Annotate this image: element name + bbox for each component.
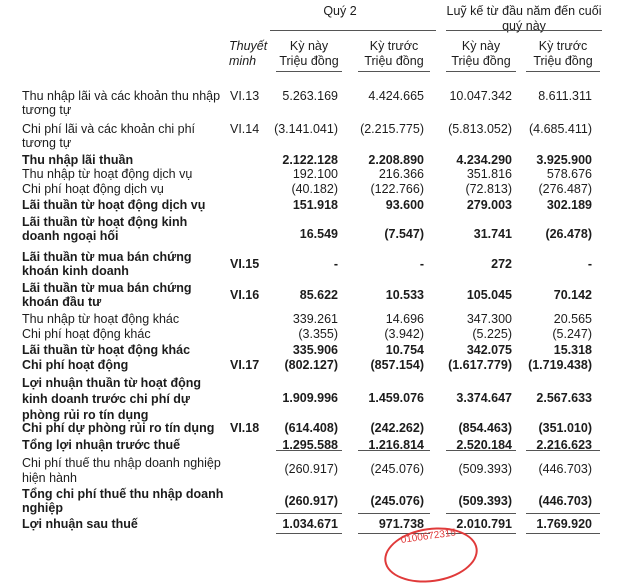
seal-text: 0100672315 <box>400 527 457 546</box>
cell-ytd-prev: 2.216.623 <box>536 438 592 452</box>
row-label: Chi phí hoạt động dịch vụ <box>22 182 164 196</box>
rule-ytd <box>446 30 602 31</box>
col-header-prev: Kỳ trước <box>538 39 588 53</box>
cell-ytd-this: 272 <box>491 257 512 271</box>
cell-quarter-prev: (242.262) <box>370 421 424 435</box>
rule-total-col4 <box>526 533 600 534</box>
cell-quarter-this: (614.408) <box>284 421 338 435</box>
row-label: Lợi nhuận thuần từ hoạt động kinh doanh trước chi phí dự phòng rủi ro tín dụng <box>22 376 202 422</box>
cell-quarter-this: (260.917) <box>284 494 338 508</box>
rule-total-col1 <box>276 533 342 534</box>
cell-quarter-prev: (245.076) <box>370 462 424 476</box>
cell-quarter-this: (802.127) <box>284 358 338 372</box>
cell-quarter-prev: (857.154) <box>370 358 424 372</box>
row-note: VI.15 <box>230 257 260 271</box>
cell-ytd-prev: 20.565 <box>553 312 592 326</box>
col-header-prev: Kỳ trước <box>369 39 419 53</box>
cell-quarter-prev: (7.547) <box>384 227 424 241</box>
row-label: Thu nhập từ hoạt động dịch vụ <box>22 167 193 181</box>
row-label: Thu nhập lãi và các khoản thu nhập tương tự <box>22 89 221 117</box>
cell-ytd-prev: (4.685.411) <box>528 122 592 136</box>
rule-col3 <box>446 71 516 72</box>
col-header-unit: Triệu đồng <box>451 54 511 68</box>
cell-ytd-prev: - <box>587 257 592 271</box>
cell-quarter-this: - <box>333 257 338 271</box>
cell-quarter-prev: 2.208.890 <box>368 153 424 167</box>
rule-col2 <box>358 71 430 72</box>
row-label: Chi phí hoạt động khác <box>22 327 151 341</box>
cell-ytd-prev: (5.247) <box>552 327 592 341</box>
company-seal <box>381 522 482 588</box>
col-header-unit: Triệu đồng <box>364 54 424 68</box>
cell-quarter-this: 16.549 <box>299 227 338 241</box>
cell-ytd-prev: 1.769.920 <box>536 517 592 531</box>
col-header-this: Kỳ này <box>461 39 501 53</box>
column-header-quarter-prev <box>358 39 430 69</box>
cell-ytd-this: (509.393) <box>458 494 512 508</box>
cell-ytd-prev: 70.142 <box>553 288 592 302</box>
column-header-ytd-prev <box>526 39 600 69</box>
cell-ytd-prev: (1.719.438) <box>528 358 592 372</box>
cell-ytd-prev: (26.478) <box>545 227 592 241</box>
rule-subtotal-col4 <box>526 450 600 451</box>
cell-ytd-this: (5.813.052) <box>448 122 512 136</box>
cell-ytd-prev: (446.703) <box>538 494 592 508</box>
cell-quarter-this: 5.263.169 <box>282 89 338 103</box>
cell-ytd-prev: 578.676 <box>546 167 592 181</box>
cell-quarter-prev: 4.424.665 <box>368 89 424 103</box>
cell-ytd-this: 4.234.290 <box>456 153 512 167</box>
cell-quarter-prev: 93.600 <box>385 198 424 212</box>
cell-ytd-this: 31.741 <box>473 227 512 241</box>
row-label: Lãi thuần từ hoạt động kinh doanh ngoại hối <box>22 215 188 243</box>
row-label: Lãi thuần từ hoạt động dịch vụ <box>22 198 206 212</box>
cell-quarter-this: (40.182) <box>291 182 338 196</box>
cell-quarter-this: 335.906 <box>292 343 338 357</box>
row-label: Tổng lợi nhuận trước thuế <box>22 438 181 452</box>
rule-tax-col3 <box>446 513 516 514</box>
cell-ytd-this: 2.010.791 <box>456 517 512 531</box>
cell-ytd-prev: 2.567.633 <box>536 391 592 405</box>
cell-quarter-prev: 1.459.076 <box>368 391 424 405</box>
rule-col4 <box>526 71 600 72</box>
cell-ytd-this: 3.374.647 <box>456 391 512 405</box>
cell-quarter-prev: 14.696 <box>385 312 424 326</box>
group-header-quarter: Quý 2 <box>323 4 357 18</box>
row-label: Lãi thuần từ hoạt động khác <box>22 343 191 357</box>
rule-tax-col4 <box>526 513 600 514</box>
cell-quarter-this: (3.355) <box>298 327 338 341</box>
cell-ytd-this: (854.463) <box>458 421 512 435</box>
rule-tax-col2 <box>358 513 430 514</box>
row-label: Thu nhập lãi thuần <box>22 153 134 167</box>
cell-quarter-prev: (122.766) <box>370 182 424 196</box>
row-label: Chi phí thuế thu nhập doanh nghiệp hiện hành <box>22 456 221 485</box>
cell-quarter-prev: 216.366 <box>378 167 424 181</box>
row-note: VI.18 <box>230 421 260 435</box>
cell-ytd-this: 2.520.184 <box>456 438 512 452</box>
rule-subtotal-col3 <box>446 450 516 451</box>
cell-ytd-this: 279.003 <box>466 198 512 212</box>
cell-quarter-prev: 1.216.814 <box>368 438 424 452</box>
cell-quarter-this: 1.909.996 <box>282 391 338 405</box>
cell-quarter-this: 192.100 <box>292 167 338 181</box>
cell-ytd-this: 105.045 <box>466 288 512 302</box>
rule-quarter <box>270 30 436 31</box>
cell-quarter-prev: (245.076) <box>370 494 424 508</box>
cell-quarter-this: 1.295.588 <box>282 438 338 452</box>
cell-ytd-this: (5.225) <box>472 327 512 341</box>
cell-quarter-this: (260.917) <box>284 462 338 476</box>
cell-ytd-prev: 3.925.900 <box>536 153 592 167</box>
cell-quarter-this: 2.122.128 <box>282 153 338 167</box>
cell-ytd-this: 351.816 <box>466 167 512 181</box>
cell-quarter-this: 151.918 <box>292 198 338 212</box>
rule-col1 <box>276 71 342 72</box>
cell-ytd-this: 342.075 <box>466 343 512 357</box>
row-label: Lợi nhuận sau thuế <box>22 517 138 531</box>
row-label: Chi phí lãi và các khoản chi phí tương tự <box>22 122 196 150</box>
note-header-line2: minh <box>229 54 257 68</box>
cell-ytd-prev: 15.318 <box>553 343 592 357</box>
cell-ytd-prev: 302.189 <box>546 198 592 212</box>
col-header-this: Kỳ này <box>289 39 329 53</box>
cell-quarter-prev: (2.215.775) <box>360 122 424 136</box>
row-label: Lãi thuần từ mua bán chứng khoán kinh doanh <box>22 250 192 278</box>
row-note: VI.17 <box>230 358 260 372</box>
rule-subtotal-col1 <box>276 450 342 451</box>
rule-tax-col1 <box>276 513 342 514</box>
col-header-unit: Triệu đồng <box>533 54 593 68</box>
cell-quarter-prev: 10.533 <box>385 288 424 302</box>
row-label: Chi phí hoạt động <box>22 358 129 372</box>
cell-ytd-this: 10.047.342 <box>449 89 512 103</box>
row-note: VI.14 <box>230 122 260 136</box>
cell-ytd-this: (1.617.779) <box>448 358 512 372</box>
cell-quarter-prev: - <box>419 257 424 271</box>
row-label: Lãi thuần từ mua bán chứng khoán đầu tư <box>22 281 192 309</box>
col-header-unit: Triệu đồng <box>279 54 339 68</box>
cell-quarter-this: (3.141.041) <box>274 122 338 136</box>
group-header-ytd-line1: Luỹ kế từ đầu năm đến cuối <box>446 4 602 18</box>
cell-quarter-prev: (3.942) <box>384 327 424 341</box>
cell-ytd-prev: (351.010) <box>538 421 592 435</box>
row-label: Chi phí dự phòng rủi ro tín dụng <box>22 421 215 435</box>
cell-ytd-prev: (446.703) <box>538 462 592 476</box>
cell-quarter-this: 1.034.671 <box>282 517 338 531</box>
row-label: Tổng chi phí thuế thu nhập doanh nghiệp <box>22 487 224 515</box>
group-header-ytd-line2: quý này <box>502 19 546 33</box>
cell-quarter-this: 85.622 <box>299 288 338 302</box>
cell-ytd-this: (509.393) <box>458 462 512 476</box>
cell-ytd-this: (72.813) <box>465 182 512 196</box>
cell-ytd-this: 347.300 <box>466 312 512 326</box>
column-header-quarter-this <box>276 39 342 69</box>
cell-ytd-prev: (276.487) <box>538 182 592 196</box>
row-note: VI.16 <box>230 288 260 302</box>
note-header-line1: Thuyết <box>229 39 268 53</box>
row-note: VI.13 <box>230 89 260 103</box>
cell-quarter-this: 339.261 <box>292 312 338 326</box>
column-header-ytd-this <box>446 39 516 69</box>
row-label: Thu nhập từ hoạt động khác <box>22 312 180 326</box>
rule-subtotal-col2 <box>358 450 430 451</box>
cell-quarter-prev: 10.754 <box>385 343 424 357</box>
cell-quarter-prev: 971.738 <box>378 517 424 531</box>
column-header-note <box>229 39 267 69</box>
cell-ytd-prev: 8.611.311 <box>538 89 592 103</box>
